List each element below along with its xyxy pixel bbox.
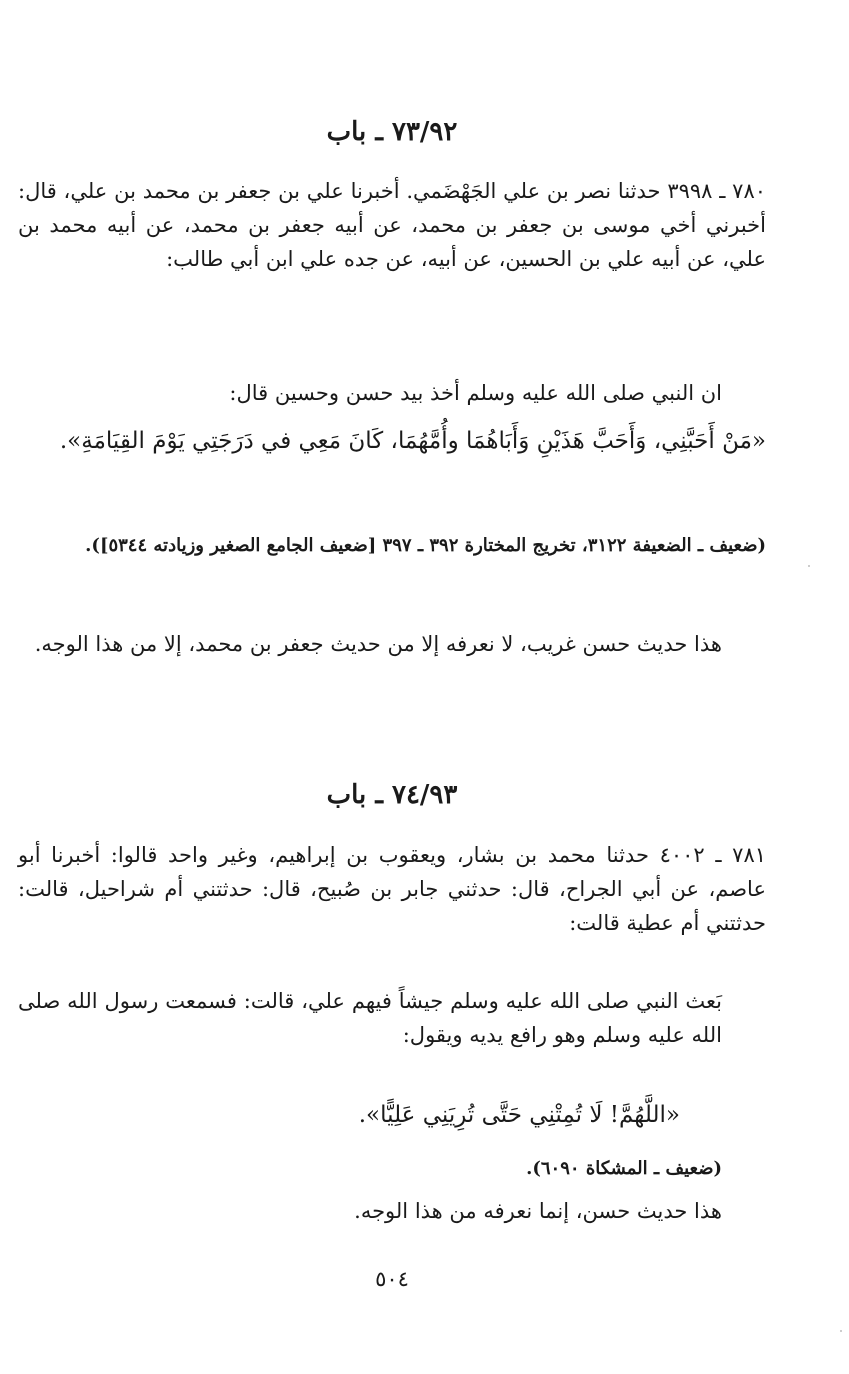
- book-page: [18, 0, 766, 1374]
- hadith-quote: «اللَّهُمَّ! لَا تُمِتْنِي حَتَّى تُرِيَنِي عَلِيًّا».: [358, 1102, 680, 1128]
- hadith-grading: (ضعيف ـ المشكاة ٦٠٩٠).: [526, 1158, 722, 1179]
- hadith-comment: هذا حديث حسن، إنما نعرفه من هذا الوجه.: [354, 1199, 722, 1223]
- chapter-heading: ٧٣/٩٢ ـ باب: [326, 117, 458, 147]
- chapter-heading: ٧٤/٩٣ ـ باب: [326, 780, 458, 810]
- scan-speck: [840, 1330, 842, 1332]
- hadith-isnad: ٧٨٠ ـ ٣٩٩٨ حدثنا نصر بن علي الجَهْضَمي. أخبرنا علي بن جعفر بن محمد بن علي، قال: أخبرني أخي موسى بن جعفر بن محمد، عن أبيه جعفر بن محمد، عن أبيه محمد بن علي، عن أبيه علي بن الحسين، عن أبيه، عن جده علي ابن أبي طالب:: [18, 179, 767, 271]
- scan-speck: [808, 565, 810, 567]
- hadith-matn-intro: ان النبي صلى الله عليه وسلم أخذ بيد حسن وحسين قال:: [229, 381, 722, 405]
- hadith-isnad: ٧٨١ ـ ٤٠٠٢ حدثنا محمد بن بشار، ويعقوب بن إبراهيم، وغير واحد قالوا: أخبرنا أبو عاصم، عن أبي الجراح، قال: حدثني جابر بن صُبيح، قال: حدثتني أم شراحيل، قالت: حدثتني أم عطية قالت:: [18, 843, 767, 935]
- hadith-matn-intro: بَعث النبي صلى الله عليه وسلم جيشاً فيهم علي، قالت: فسمعت رسول الله صلى الله عليه وسلم وهو رافع يديه ويقول:: [18, 989, 722, 1047]
- hadith-comment: هذا حديث حسن غريب، لا نعرفه إلا من حديث جعفر بن محمد، إلا من هذا الوجه.: [34, 632, 722, 656]
- hadith-grading: (ضعيف ـ الضعيفة ٣١٢٢، تخريج المختارة ٣٩٢ ـ ٣٩٧ [ضعيف الجامع الصغير وزيادته ٥٣٤٤]).: [85, 535, 766, 556]
- page-number: ٥٠٤: [375, 1267, 409, 1291]
- hadith-quote: «مَنْ أَحَبَّنِي، وَأَحَبَّ هَذَيْنِ وَأَبَاهُمَا وأُمَّهُمَا، كَانَ مَعِي في دَرَجَتِي يَوْمَ القِيَامَةِ».: [59, 428, 766, 454]
